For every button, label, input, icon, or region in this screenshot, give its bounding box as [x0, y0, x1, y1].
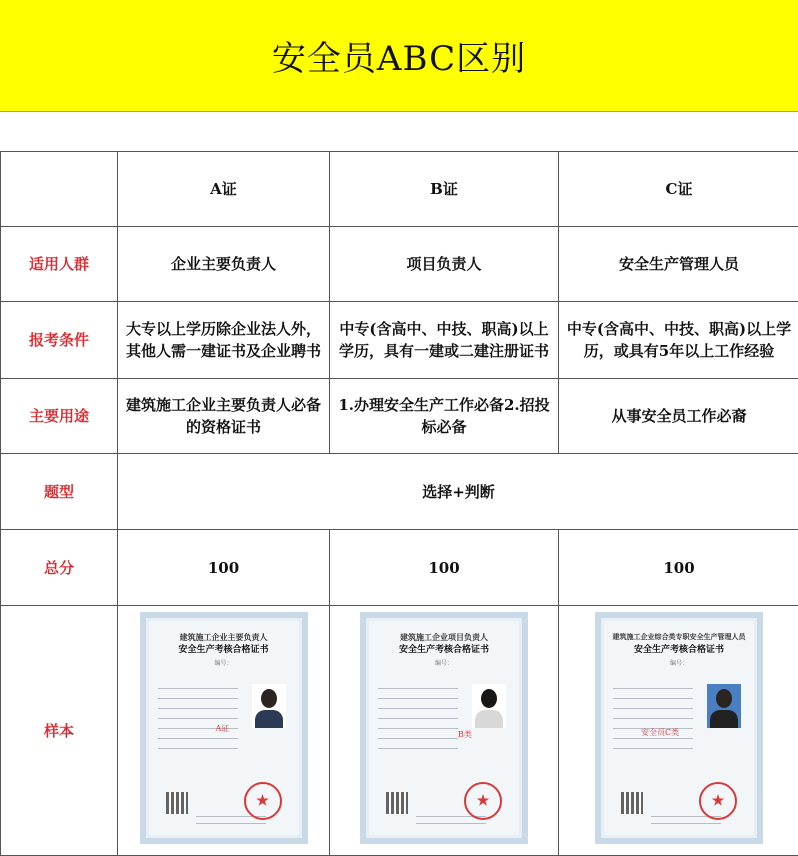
table-row-question-type	[1, 454, 798, 530]
qr-code-icon	[386, 792, 408, 814]
row-label-conditions: 报考条件	[1, 302, 118, 379]
row-label-question-type: 题型	[1, 454, 118, 530]
title-banner	[0, 0, 798, 112]
conditions-b: 中专(含高中、中技、职高)以上学历，具有一建或二建注册证书	[330, 302, 559, 379]
usage-a: 建筑施工企业主要负责人必备的资格证书	[118, 379, 330, 454]
row-label-total-score: 总分	[1, 530, 118, 606]
certificate-b-header: 建筑施工企业项目负责人	[366, 632, 522, 642]
certificate-c-photo	[707, 684, 741, 728]
conditions-a: 大专以上学历除企业法人外，其他人需一建证书及企业聘书	[118, 302, 330, 379]
table-row-conditions	[1, 302, 798, 379]
certificate-a-mark: A证	[216, 718, 230, 740]
conditions-c: 中专(含高中、中技、职高)以上学历，或具有5年以上工作经验	[559, 302, 798, 379]
usage-c: 从事安全员工作必裔	[559, 379, 798, 454]
column-header-c: C证	[559, 152, 798, 227]
certificate-c-number: 编号：	[601, 660, 757, 668]
usage-b: 1.办理安全生产工作必备2.招投标必备	[330, 379, 559, 454]
question-type-value: 选择+判断	[118, 454, 798, 530]
applicable-c: 安全生产管理人员	[559, 227, 798, 302]
row-label-applicable: 适用人群	[1, 227, 118, 302]
table-row-total-score	[1, 530, 798, 606]
qr-code-icon	[166, 792, 188, 814]
certificate-a-photo	[252, 684, 286, 728]
certificate-a-image	[140, 612, 308, 844]
table-row-sample	[1, 606, 798, 856]
total-score-b: 100	[330, 530, 559, 606]
certificate-a-title: 安全生产考核合格证书	[146, 645, 302, 656]
applicable-b: 项目负责人	[330, 227, 559, 302]
sample-b-cell	[330, 606, 559, 856]
qr-code-icon	[621, 792, 643, 814]
sample-c-cell	[559, 606, 798, 856]
certificate-c-mark: 安全员C类	[641, 722, 679, 744]
table-row-applicable	[1, 227, 798, 302]
sample-a-cell	[118, 606, 330, 856]
certificate-c-header: 建筑施工企业综合类专职安全生产管理人员	[601, 632, 757, 642]
page-title: 安全员ABC区别	[272, 31, 526, 80]
row-label-sample: 样本	[1, 606, 118, 856]
corner-cell	[1, 152, 118, 227]
total-score-c: 100	[559, 530, 798, 606]
seal-star-icon: ★	[244, 782, 282, 820]
total-score-a: 100	[118, 530, 330, 606]
certificate-b-fields	[378, 688, 458, 758]
seal-star-icon: ★	[699, 782, 737, 820]
certificate-b-photo	[472, 684, 506, 728]
row-label-usage: 主要用途	[1, 379, 118, 454]
comparison-table	[0, 151, 798, 856]
certificate-a-header: 建筑施工企业主要负责人	[146, 632, 302, 642]
table-header-row	[1, 152, 798, 227]
seal-star-icon: ★	[464, 782, 502, 820]
applicable-a: 企业主要负责人	[118, 227, 330, 302]
table-row-usage	[1, 379, 798, 454]
certificate-c-image	[595, 612, 763, 844]
certificate-b-number: 编号：	[366, 660, 522, 668]
certificate-c-title: 安全生产考核合格证书	[601, 645, 757, 656]
column-header-a: A证	[118, 152, 330, 227]
certificate-b-mark: B类	[458, 724, 472, 746]
certificate-b-image	[360, 612, 528, 844]
certificate-b-title: 安全生产考核合格证书	[366, 645, 522, 656]
certificate-a-number: 编号：	[146, 660, 302, 668]
column-header-b: B证	[330, 152, 559, 227]
